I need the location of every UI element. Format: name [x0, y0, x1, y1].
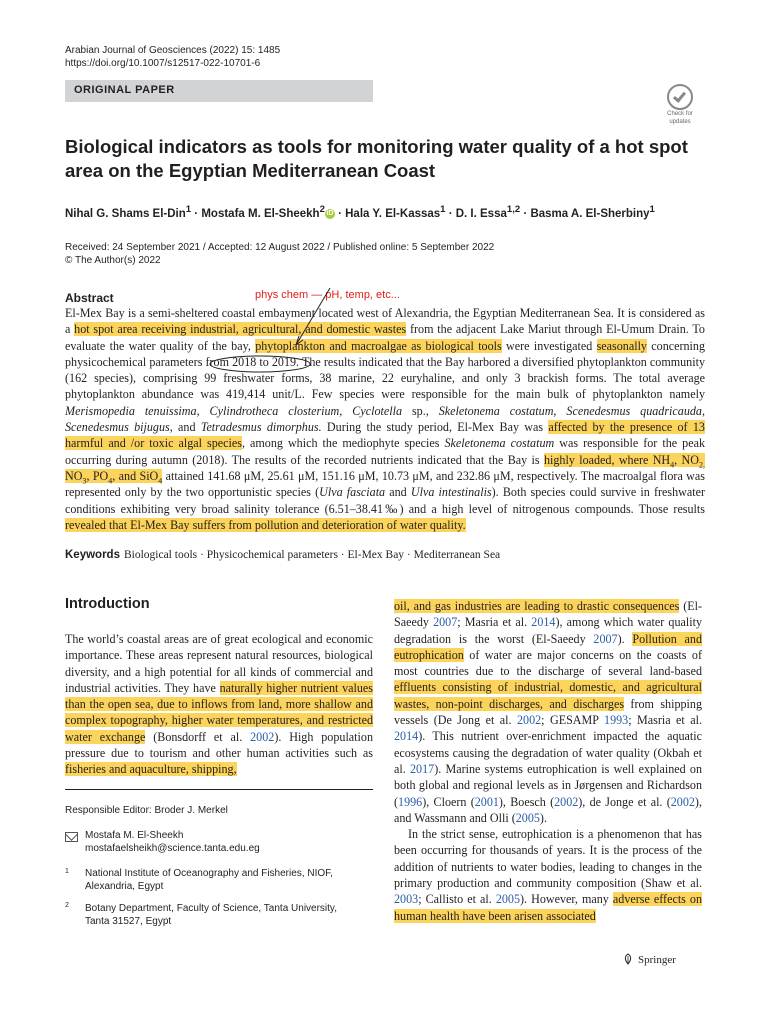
highlight: naturally higher nutrient values than the open sea, due to inflows from land, more shallow and complex topography, higher water temperatures, and restricted water exchange	[65, 680, 373, 744]
citation-link[interactable]: 1996	[398, 794, 423, 809]
intro-column-right: oil, and gas industries are leading to drastic consequences (El-Saeedy 2007; Masria et al. 2014), among which water quality degradation is the worst (El-Saeedy 2007). Pollution and eutrophication of water are major concerns on the coasts of most countries due to the discharge of several land-based effluents consisting of industrial, domestic, and agricultural wastes, non-point discharges, and discharges from shipping vessels (De Jong et al. 2002; GESAMP 1993; Masria et al. 2014). This nutrient over-enrichment impacted the aquatic ecosystems causing the degradation of water quality (Okbah et al. 2017). Marine systems eutrophication is well explained on both global and regional levels as in Jørgensen and Richardson (1996), Cloern (2001), Boesch (2002), de Jonge et al. (2002), and Wassmann and Olli (2005). In the strict sense, eutrophication is a phenomenon that has been occurring for thousands of years. It is the process of the addition of nutrients to water bodies, leading to changes in the primary production and community composition (Shaw et al. 2003; Callisto et al. 2005). However, many adverse effects on human health have been arisen associated	[394, 599, 703, 923]
orcid-icon[interactable]: iD	[326, 209, 334, 217]
check-updates-line2: updates	[669, 119, 691, 125]
handwritten-annotation: phys chem — pH, temp, etc...	[255, 289, 400, 301]
highlight: affected by the presence of 13 harmful and /or toxic algal species	[65, 420, 705, 451]
highlight: fisheries and aquaculture, shipping,	[65, 762, 237, 777]
intro-column-left: The world’s coastal areas are of great ecological and economic importance. These areas represent natural resources, biological diversity, and a high potential for all kinds of commercial and industrial activities. They have naturally higher nutrient values than the open sea, due to inflows from land, more shallow and complex topography, higher water temperatures, and restricted water exchange (Bonsdorff et al. 2002). High population pressure due to tourism and other human activities such as fisheries and aquaculture, shipping,	[65, 632, 373, 777]
affiliation-number: 1	[65, 868, 69, 875]
author-affil: 1,2	[506, 204, 521, 215]
responsible-editor: Responsible Editor: Broder J. Merkel	[65, 805, 228, 816]
contact-email-link[interactable]: mostafaelsheikh@science.tanta.edu.eg	[85, 843, 260, 854]
corresponding-contact	[85, 829, 260, 855]
check-for-updates-icon[interactable]	[660, 84, 700, 124]
highlight: adverse effects on human health have been arisen associated	[394, 892, 703, 923]
citation-link[interactable]: 2002	[516, 713, 542, 728]
springer-logo-icon	[622, 953, 634, 965]
citation-link[interactable]: 2001	[474, 794, 499, 809]
author-name[interactable]: Hala Y. El-Kassas	[345, 207, 441, 220]
introduction-heading: Introduction	[65, 596, 150, 612]
author-affil: 1	[440, 204, 446, 215]
author-affil: 2	[319, 204, 325, 215]
highlight: phytoplankton and macroalgae as biological tools	[255, 338, 502, 353]
author-affil: 1	[185, 204, 192, 215]
abstract-body: El-Mex Bay is a semi-sheltered coastal embayment located west of Alexandria, the Egyptian Mediterranean Sea. It is considered as a hot spot area receiving industrial, agricultural, and domestic wastes from the adjacent Lake Mariut through El-Umum Drain. To evaluate the water quality of the bay, phytoplankton and macroalgae as biological tools were investigated seasonally concerning physicochemical parameters from 2018 to 2019. The results indicated that the Bay harbored a diversified phytoplankton community (162 species), comprising 99 freshwater forms, 38 marine, 22 euryhaline, and only 3 brackish forms. The total average phytoplankton abundance was 419,414 unit/L. Few species were responsible for the main bulk of phytoplankton namely Merismopedia tenuissima, Cylindrotheca closterium, Cyclotella sp., Skeletonema costatum, Scenedesmus quadricauda, Scenedesmus bijugus, and Tetradesmus dimorphus. During the study period, El-Mex Bay was affected by the presence of 13 harmful and /or toxic algal species, among which the mediophyte species Skeletonema costatum was responsible for the peak occurring during autumn (2018). The results of the recorded nutrients indicated that the Bay is highly loaded, where $NH_4$, $NO_{2,}$ $NO_3$, $PO_4$, and SiO$_4$ attained 141.68 μM, 25.61 μM, 151.16 μM, 10.73 μM, and 232.86 μM, respectively. The macroalgal flora was represented only by the two opportunistic species (Ulva fasciata and Ulva intestinalis). Both species could survive in freshwater conditions exhibiting very broad salinity tolerance (6.51–38.41‰) and a high level of nitrogenous compounds. Those results revealed that El-Mex Bay suffers from pollution and deterioration of water quality.	[65, 306, 706, 532]
highlight: seasonally	[596, 338, 647, 353]
footnote-divider	[65, 789, 373, 790]
highlight: hot spot area receiving industrial, agricultural, and domestic wastes	[74, 322, 407, 337]
author-affil: 1	[649, 204, 655, 215]
keywords-text: Biological tools · Physicochemical parameters · El-Mex Bay · Mediterranean Sea	[123, 549, 501, 561]
citation-link[interactable]: 2007	[433, 615, 458, 630]
mail-icon	[65, 832, 78, 842]
citation-link[interactable]: 2002	[250, 729, 275, 744]
journal-citation	[65, 44, 280, 70]
citation-link[interactable]: 2005	[515, 810, 540, 825]
author-list	[65, 204, 655, 220]
author-name[interactable]: D. I. Essa	[455, 207, 507, 220]
affiliation-number: 2	[65, 902, 69, 909]
publication-dates	[65, 241, 494, 267]
highlight: highly loaded, where $NH_4$, $NO_{2,}$ $NO_3$, $PO_4$, and SiO$_4$	[65, 452, 706, 486]
author-sep: ·	[334, 207, 346, 220]
check-updates-line1: Check for	[667, 111, 693, 117]
highlight: oil, and gas industries are leading to drastic consequences	[394, 599, 680, 613]
citation-link[interactable]: 2007	[593, 631, 618, 646]
dates-line: Received: 24 September 2021 / Accepted: 12 August 2022 / Published online: 5 September 2022	[65, 242, 495, 253]
author-sep: ·	[191, 207, 202, 220]
keywords	[65, 549, 705, 561]
author-sep: ·	[520, 207, 531, 220]
citation-link[interactable]: 2003	[394, 892, 419, 907]
citation-link[interactable]: 2014	[394, 729, 419, 744]
author-name[interactable]: Mostafa M. El-Sheekh	[201, 207, 320, 220]
highlight: effluents consisting of industrial, domestic, and agricultural wastes, non-point discharges, and discharges	[394, 680, 702, 711]
highlight: Pollution and eutrophication	[394, 631, 702, 662]
keywords-label: Keywords	[65, 549, 120, 561]
citation-link[interactable]: 2014	[531, 615, 556, 630]
doi-link[interactable]: https://doi.org/10.1007/s12517-022-10701-6	[65, 58, 261, 69]
highlight: revealed that El-Mex Bay suffers from pollution and deterioration of water quality.	[65, 517, 466, 532]
paper-title: Biological indicators as tools for monitoring water quality of a hot spot area on the Egyptian Mediterranean Coast	[65, 136, 688, 181]
citation-link[interactable]: 1993	[604, 713, 629, 728]
publisher-name: Springer	[638, 954, 676, 966]
author-sep: ·	[445, 207, 456, 220]
affiliation-2: Botany Department, Faculty of Science, Tanta University, Tanta 31527, Egypt	[85, 903, 337, 927]
copyright-line: © The Author(s) 2022	[65, 255, 161, 266]
journal-line: Arabian Journal of Geosciences (2022) 15: 1485	[65, 45, 281, 56]
citation-link[interactable]: 2002	[670, 794, 695, 809]
citation-link[interactable]: 2017	[410, 761, 435, 776]
citation-link[interactable]: 2002	[554, 794, 579, 809]
affiliation-1: National Institute of Oceanography and Fisheries, NIOF, Alexandria, Egypt	[85, 868, 333, 892]
citation-link[interactable]: 2005	[495, 892, 520, 907]
abstract-heading: Abstract	[65, 291, 114, 305]
contact-name: Mostafa M. El-Sheekh	[85, 830, 184, 841]
author-name[interactable]: Basma A. El-Sherbiny	[530, 207, 650, 220]
section-badge-label: ORIGINAL PAPER	[74, 84, 175, 96]
publisher-mark	[622, 953, 676, 966]
author-name[interactable]: Nihal G. Shams El-Din	[65, 207, 186, 220]
